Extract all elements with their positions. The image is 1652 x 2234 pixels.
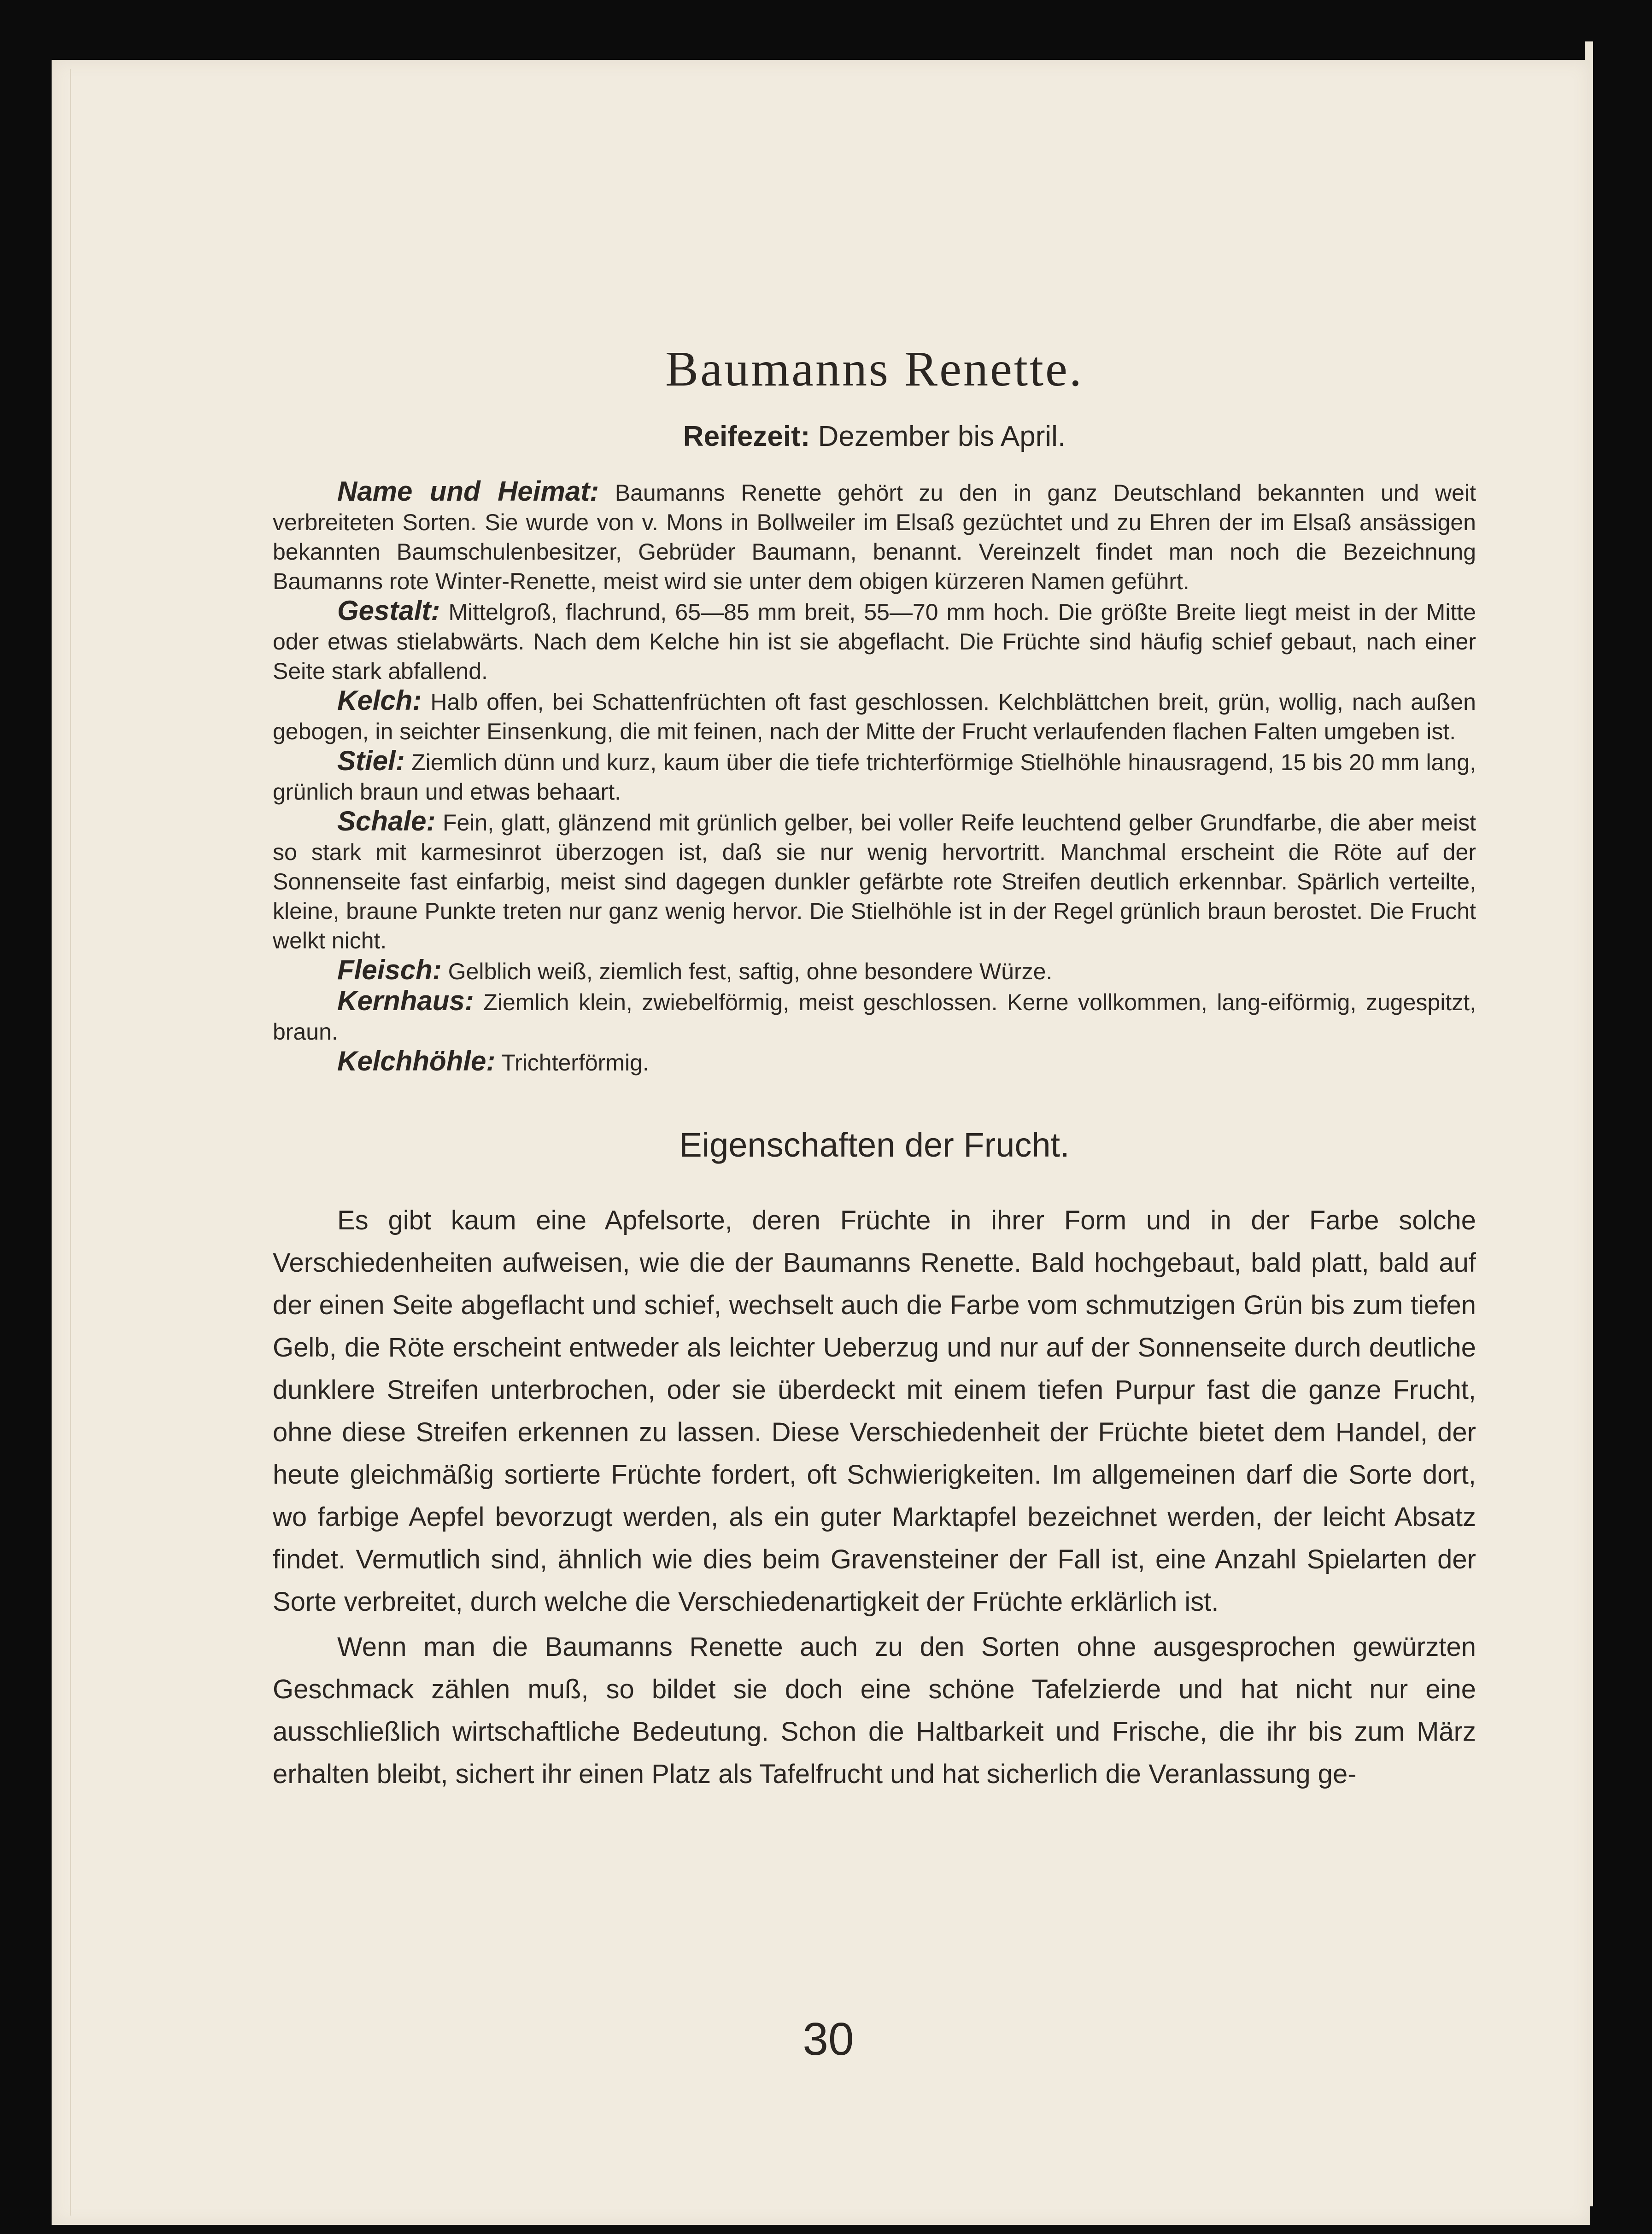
- entry-label: Gestalt:: [337, 595, 440, 626]
- ripening-value: Dezember bis April.: [818, 421, 1066, 452]
- entry-text: Ziemlich dünn und kurz, kaum über die tiefe trichterförmige Stielhöhle hinausragend, 15 bis 20 mm lang, grünlich braun und etwas behaart.: [273, 749, 1476, 805]
- entry-text: Halb offen, bei Schattenfrüchten oft fast geschlossen. Kelchblättchen breit, grün, wollig, nach außen gebogen, in seichter Einsenkung, die mit feinen, nach der Mitte der Frucht verlaufenden flachen Falten umgeben ist.: [273, 689, 1476, 744]
- entry-text: Fein, glatt, glänzend mit grünlich gelber, bei voller Reife leuchtend gelber Grundfarbe, die aber meist so stark mit karmesinrot überzogen ist, daß sie nur wenig hervortritt. Manchmal erscheint die Röte auf der Sonnenseite fast einfarbig, meist sind dagegen dunkler gefärbte rote Streifen deutlich erkennbar. Spärlich verteilte, kleine, braune Punkte treten nur ganz wenig hervor. Die Stielhöhle ist in der Regel grünlich braun berostet. Die Frucht welkt nicht.: [273, 810, 1476, 953]
- entry-label: Kelch:: [337, 685, 422, 716]
- entry-label: Kernhaus:: [337, 985, 474, 1016]
- entry-text: Gelblich weiß, ziemlich fest, saftig, ohne besondere Würze.: [448, 959, 1053, 984]
- entry-schale: [273, 807, 1476, 955]
- entry-kelch: [273, 686, 1476, 746]
- ripening-time: [273, 420, 1476, 453]
- ripening-label: Reifezeit:: [683, 421, 810, 452]
- entry-fleisch: [273, 955, 1476, 986]
- entry-kernhaus: [273, 986, 1476, 1047]
- page-title: Baumanns Renette.: [665, 342, 1084, 397]
- body-paragraph: Es gibt kaum eine Apfelsorte, deren Früchte in ihrer Form und in der Farbe solche Verschiedenheiten aufweisen, wie die der Baumanns Renette. Bald hochgebaut, bald platt, bald auf der einen Seite abgeflacht und schief, wechselt auch die Farbe vom schmutzigen Grün bis zum tiefen Gelb, die Röte erscheint entweder als leichter Ueberzug und nur auf der Sonnenseite durch deutliche dunklere Streifen unterbrochen, oder sie überdeckt mit einem tiefen Purpur fast die ganze Frucht, ohne diese Streifen erkennen zu lassen. Diese Verschiedenheit der Früchte bietet dem Handel, der heute gleichmäßig sortierte Früchte fordert, oft Schwierigkeiten. Im allgemeinen darf die Sorte dort, wo farbige Aepfel bevorzugt werden, als ein guter Marktapfel bezeichnet werden, der leicht Absatz findet. Vermutlich sind, ähnlich wie dies beim Gravensteiner der Fall ist, eine Anzahl Spielarten der Sorte verbreitet, durch welche die Verschiedenartigkeit der Früchte erklärlich ist.: [273, 1205, 1476, 1617]
- entry-text: Trichterförmig.: [501, 1050, 649, 1076]
- entry-kelchhoehle: [273, 1047, 1476, 1077]
- body-paragraph: Wenn man die Baumanns Renette auch zu den Sorten ohne ausgesprochen gewürzten Geschmack zählen muß, so bildet sie doch eine schöne Tafelzierde und hat nicht nur eine ausschließlich wirtschaftliche Bedeutung. Schon die Haltbarkeit und Frische, die ihr bis zum März erhalten bleibt, sichert ihr einen Platz als Tafelfrucht und hat sicherlich die Veranlassung ge-: [273, 1632, 1476, 1789]
- page-number: 30: [803, 2013, 854, 2065]
- entry-text: Baumanns Renette gehört zu den in ganz Deutschland bekannten und weit verbreiteten Sorten. Sie wurde von v. Mons in Bollweiler im Elsaß gezüchtet und zu Ehren der im Elsaß ansässigen bekannten Baumschulenbesitzer, Gebrüder Baumann, benannt. Vereinzelt findet man noch die Bezeichnung Baumanns rote Winter-Renette, meist wird sie unter dem obigen kürzeren Namen geführt.: [273, 480, 1476, 594]
- entry-label: Schale:: [337, 806, 436, 836]
- entry-name-und-heimat: [273, 477, 1476, 596]
- entry-label: Stiel:: [337, 745, 405, 776]
- entry-label: Name und Heimat:: [337, 476, 599, 507]
- entry-text: Mittelgroß, flachrund, 65—85 mm breit, 55—70 mm hoch. Die größte Breite liegt meist in der Mitte oder etwas stielabwärts. Nach dem Kelche hin ist sie abgeflacht. Die Früchte sind häufig schief gebaut, nach einer Seite stark abfallend.: [273, 599, 1476, 684]
- entry-text: Ziemlich klein, zwiebelförmig, meist geschlossen. Kerne vollkommen, lang-eiförmig, zugespitzt, braun.: [273, 989, 1476, 1045]
- entry-gestalt: [273, 596, 1476, 686]
- entry-stiel: [273, 746, 1476, 807]
- page-content: [273, 341, 1476, 1798]
- entry-label: Kelchhöhle:: [337, 1046, 496, 1076]
- entry-label: Fleisch:: [337, 954, 442, 985]
- section-title: Eigenschaften der Frucht.: [679, 1126, 1070, 1164]
